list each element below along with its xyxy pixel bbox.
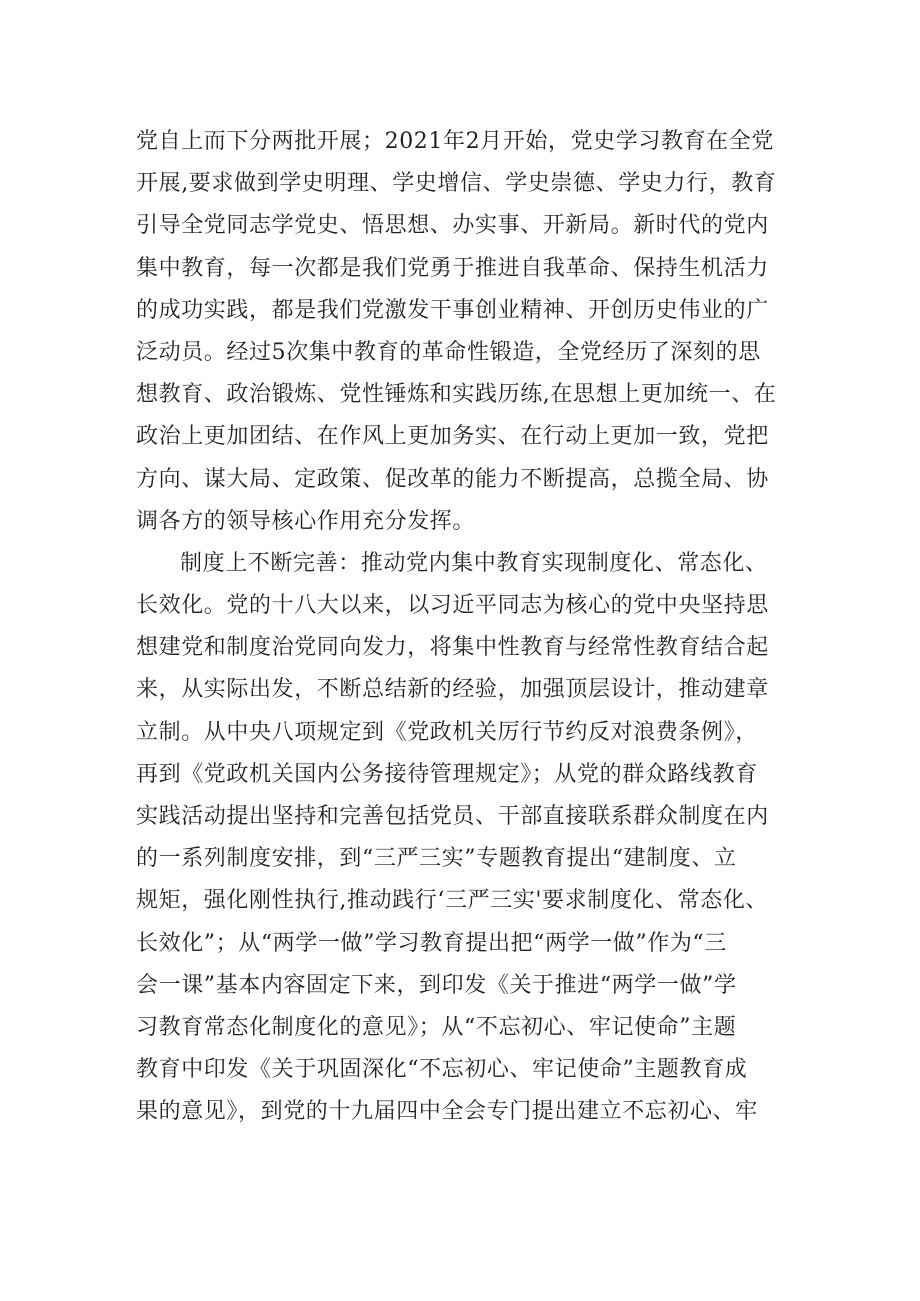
text-line: 果的意见》，到党的十九届四中全会专门提出建立不忘初心、牢 bbox=[136, 1099, 758, 1125]
paragraph-start-line: 制度上不断完善：推动党内集中教育实现制度化、常态化、 bbox=[180, 550, 768, 576]
text-line: 规矩，强化刚性执行,推动践行‘三严三实'要求制度化、常态化、 bbox=[136, 888, 769, 914]
text-line: 调各方的领导核心作用充分发挥。 bbox=[136, 508, 476, 534]
text-line: 的一系列制度安排，到“三严三实”专题教育提出“建制度、立 bbox=[136, 846, 737, 872]
text-line: 长效化。党的十八大以来，以习近平同志为核心的党中央坚持思 bbox=[136, 593, 769, 619]
text-line: 来，从实际出发，不断总结新的经验，加强顶层设计，推动建章 bbox=[136, 677, 769, 703]
text-line: 想建党和制度治党同向发力，将集中性教育与经常性教育结合起 bbox=[136, 635, 769, 661]
text-line: 习教育常态化制度化的意见》；从“不忘初心、牢记使命”主题 bbox=[136, 1014, 737, 1040]
text-line: 实践活动提出坚持和完善包括党员、干部直接联系群众制度在内 bbox=[136, 804, 769, 829]
text-line: 会一课”基本内容固定下来，到印发《关于推进“两学一做”学 bbox=[136, 972, 737, 998]
text-line: 方向、谋大局、定政策、促改革的能力不断提高，总揽全局、协 bbox=[136, 466, 769, 492]
text-line: 引导全党同志学党史、悟思想、办实事、开新局。新时代的党内 bbox=[136, 213, 769, 239]
text-line: 长效化”；从“两学一做”学习教育提出把“两学一做”作为“三 bbox=[136, 930, 727, 956]
text-line: 想教育、政治锻炼、党性锤炼和实践历练,在思想上更加统一、在 bbox=[136, 382, 777, 408]
text-line: 党自上而下分两批开展；2021年2月开始，党史学习教育在全党 bbox=[136, 129, 774, 154]
body-text bbox=[136, 121, 796, 1134]
text-line: 泛动员。经过5次集中教育的革命性锻造，全党经历了深刻的思 bbox=[136, 339, 761, 365]
text-line: 集中教育，每一次都是我们党勇于推进自我革命、保持生机活力 bbox=[136, 255, 769, 281]
text-line: 再到《党政机关国内公务接待管理规定》；从党的群众路线教育 bbox=[136, 761, 758, 787]
text-line: 立制。从中央八项规定到《党政机关厉行节约反对浪费条例》， bbox=[136, 719, 758, 745]
text-line: 教育中印发《关于巩固深化“不忘初心、牢记使命”主题教育成 bbox=[136, 1057, 748, 1083]
text-line: 开展,要求做到学史明理、学史增信、学史崇德、学史力行，教育 bbox=[136, 171, 777, 197]
text-line: 政治上更加团结、在作风上更加务实、在行动上更加一致，党把 bbox=[136, 424, 769, 450]
text-line: 的成功实践，都是我们党激发干事创业精神、开创历史伟业的广 bbox=[136, 297, 769, 323]
